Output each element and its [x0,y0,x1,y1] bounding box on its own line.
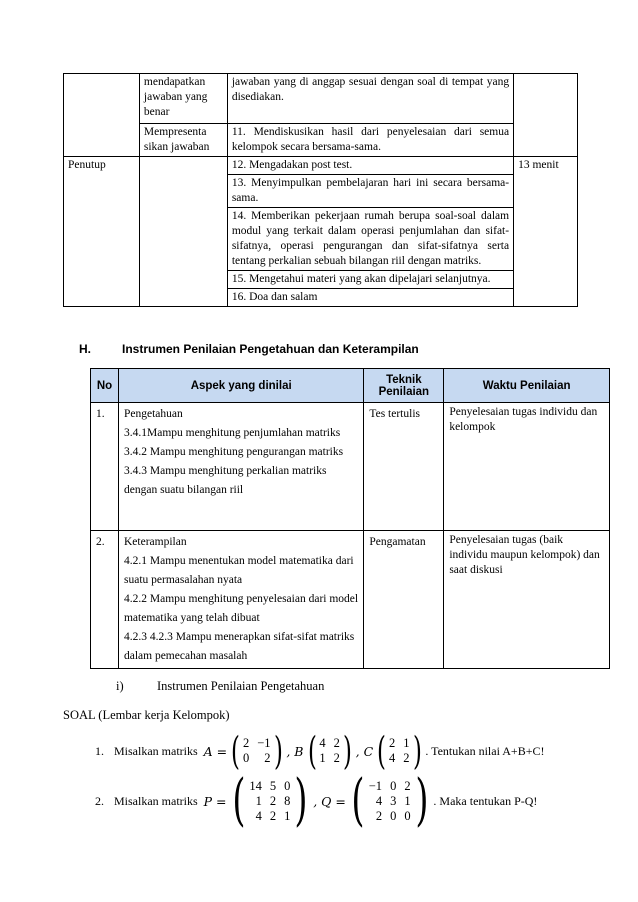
header-no: No [91,369,119,403]
table-row [91,403,610,531]
stage-cell [64,74,140,157]
question-lead: Misalkan matriks [114,743,198,758]
activity-cell: 13. Menyimpulkan pembelajaran hari ini secara bersama-sama. [227,175,513,208]
aspect-title: Keterampilan [123,536,187,548]
aspect-item: 4.2.1 Mampu menentukan model matematika dari suatu permasalahan nyata [123,555,354,586]
activity-cell: 11. Mendiskusikan hasil dari penyelesaian dari semua kelompok secara bersama-sama. [227,124,513,157]
activity-cell: 12. Mengadakan post test. [227,157,513,175]
matrix-c: ( 2 1 4 2 ) [377,729,422,773]
matrix-p: ( 14 5 0 1 2 8 4 2 1 ) [231,768,308,833]
aspect-title: Pengetahuan [123,408,183,420]
matrix-name: P = [203,793,227,809]
section-h-letter: H. [79,342,91,356]
section-h-title: Instrumen Penilaian Pengetahuan dan Keterampilan [122,342,419,356]
activity-cell: 16. Doa dan salam [227,289,513,307]
question-tail: . Maka tentukan P-Q! [433,793,538,808]
question-lead: Misalkan matriks [114,793,198,808]
table-row [64,157,578,175]
matrix-name: , Q = [313,793,346,809]
question-tail: . Tentukan nilai A+B+C! [425,743,545,758]
row-time: Penyelesaian tugas (baik individu maupun kelompok) dan saat diskusi [444,531,610,669]
table-row [64,124,578,157]
time-cell: 13 menit [514,157,578,307]
aspect-item: 4.2.2 Mampu menghitung penyelesaian dari model matematika yang telah dibuat [123,593,359,624]
matrix-a: ( 2 −1 0 2 ) [231,729,283,773]
matrix-name: A = [203,743,228,759]
aspect-item: 4.2.3 4.2.3 Mampu menerapkan sifat-sifat matriks dalam pemecahan masalah [123,631,355,662]
activity-cell: 14. Memberikan pekerjaan rumah berupa soal-soal dalam modul yang terkait dalam operasi penjumlahan dan sifat-sifatnya, operasi pengurangan dan sifat-sifatnya serta tentang perkalian sebuah bilangan riil dengan matriks. [227,208,513,271]
header-time: Waktu Penilaian [444,369,610,403]
row-no: 1. [91,403,119,531]
matrix-b: ( 4 2 1 2 ) [307,729,352,773]
question-number: 2. [95,793,104,808]
question-2 [95,768,538,833]
row-no: 2. [91,531,119,669]
row-aspect [118,531,363,669]
indicator-cell: Mempresenta sikan jawaban [139,124,227,157]
stage-cell: Penutup [64,157,140,307]
row-aspect [118,403,363,531]
soal-title: SOAL (Lembar kerja Kelompok) [63,708,230,722]
header-aspect: Aspek yang dinilai [118,369,363,403]
subsection-title: Instrumen Penilaian Pengetahuan [157,679,325,693]
row-time: Penyelesaian tugas individu dan kelompok [444,403,610,531]
assessment-table [90,368,610,669]
row-technique: Pengamatan [364,531,444,669]
table-row [91,531,610,669]
matrix-name: , C [355,743,374,759]
indicator-cell [139,157,227,307]
lesson-activities-table [63,73,578,307]
aspect-item: 3.4.2 Mampu menghitung pengurangan matriks [123,446,344,458]
aspect-item: 3.4.1Mampu menghitung penjumlahan matriks [123,427,341,439]
matrix-q: ( −1 0 2 4 3 1 2 0 0 ) [351,768,429,833]
question-number: 1. [95,743,104,758]
activity-cell: jawaban yang di anggap sesuai dengan soal di tempat yang disediakan. [227,74,513,124]
header-technique: Teknik Penilaian [364,369,444,403]
matrix-name: , B [286,743,304,759]
table-header-row [91,369,610,403]
question-1 [95,729,545,773]
aspect-item: 3.4.3 Mampu menghitung perkalian matriks dengan suatu bilangan riil [123,465,327,496]
time-cell [514,74,578,157]
table-row [64,74,578,124]
row-technique: Tes tertulis [364,403,444,531]
activity-cell: 15. Mengetahui materi yang akan dipelajari selanjutnya. [227,271,513,289]
subsection-letter: i) [116,679,124,693]
indicator-cell: mendapatkan jawaban yang benar [139,74,227,124]
